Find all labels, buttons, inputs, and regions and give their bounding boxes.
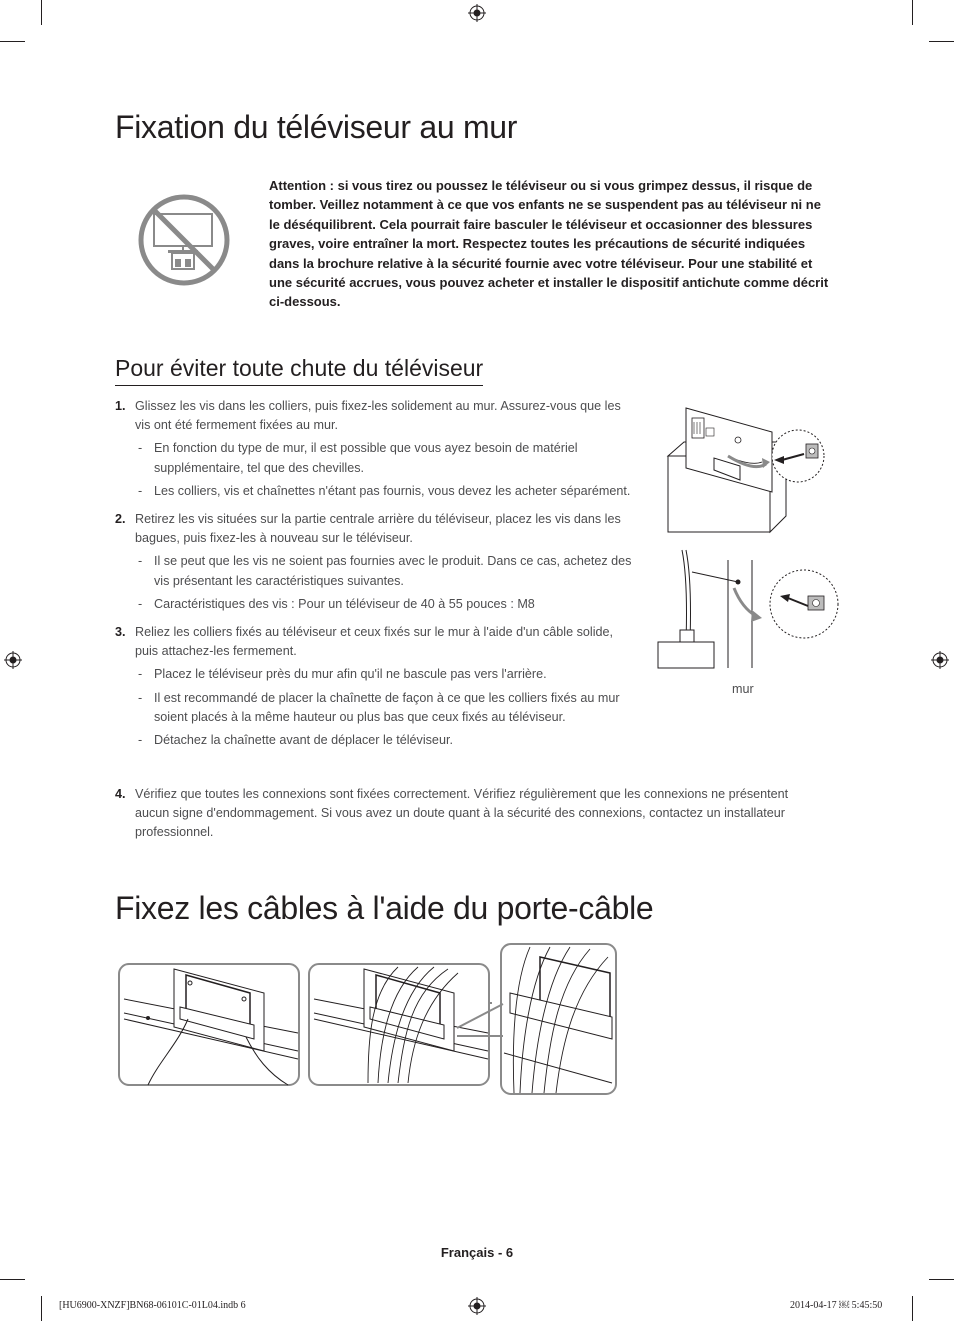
registration-mark-icon [468,4,486,22]
sub-item-text: Il se peut que les vis ne soient pas fournies avec le produit. Dans ce cas, achetez des vis présentant les caractéristiques suivantes. [154,554,632,588]
print-slug-file: [HU6900-XNZF]BN68-06101C-01L04.indb 6 [59,1300,246,1311]
step-number: 4. [115,787,126,801]
sub-item-text: Il est recommandé de placer la chaînette de façon à ce que les colliers fixés au mur soient placés à la même hauteur ou plus bas que ceux fixés au téléviseur. [154,690,620,724]
registration-mark-icon [468,1297,486,1315]
section-title-wall-mount: Fixation du téléviseur au mur [115,109,518,145]
registration-mark-icon [931,651,949,669]
step-number: 1. [115,399,126,413]
tv-wall-side-illustration [656,546,846,676]
crop-mark [41,0,42,25]
crop-mark [41,1296,42,1321]
list-item [115,510,635,614]
sub-item-text: Les colliers, vis et chaînettes n'étant pas fournis, vous devez les acheter séparément. [154,483,631,498]
step-number: 3. [115,625,126,640]
step-text: Glissez les vis dans les colliers, puis fixez-les solidement au mur. Assurez-vous que les vis ont été fermement fixées au mur. [135,399,621,433]
tv-back-bracket-illustration [666,404,846,534]
registration-mark-icon [4,651,22,669]
sub-item-text: Caractéristiques des vis : Pour un téléviseur de 40 à 55 pouces : M8 [154,596,535,611]
section-title-anti-fall: Pour éviter toute chute du téléviseur [115,355,483,386]
crop-mark [929,1279,954,1280]
crop-mark [929,41,954,42]
sub-item: - Détachez la chaînette avant de déplacer le téléviseur. [138,733,453,748]
step-number: 2. [115,512,126,527]
cable-holder-illustration-zoom [500,943,618,1096]
crop-mark [912,1296,913,1321]
sub-item: - Les colliers, vis et chaînettes n'étant pas fournis, vous devez les acheter séparément. [138,483,631,498]
steps-list [115,397,635,759]
warning-paragraph: Attention : si vous tirez ou poussez le téléviseur ou si vous grimpez dessus, il risque de tomber. Veillez notamment à ce que vos enfants ne se suspendent pas au téléviseur ni ne le déséquilibrent. Cela pourrait faire basculer le téléviseur et occasionner des blessures graves, voire entraîner la mort. Respectez toutes les précautions de sécurité indiquées dans la brochure relative à la sécurité fournie avec votre téléviseur. Pour une stabilité et une sécurité accrues, vous pouvez acheter et installer le dispositif antichute comme décrit ci-dessous. [269,178,829,310]
section-title-cable-holder: Fixez les câbles à l'aide du porte-câble [115,890,654,926]
print-slug-timestamp: 2014-04-17 ￼ 5:45:50 [790,1300,883,1311]
list-item [115,397,635,501]
list-item [115,623,635,750]
crop-mark [912,0,913,25]
sub-item-text: En fonction du type de mur, il est possible que vous ayez besoin de matériel supplémentaire, tel que des chevilles. [154,441,578,475]
step-text: Vérifiez que toutes les connexions sont fixées correctement. Vérifiez régulièrement que les connexions ne présentent aucun signe d'endommagement. Si vous avez un doute quant à la sécurité des connexions, contactez un installateur professionnel. [135,787,789,840]
figure-label-wall: mur [732,682,754,696]
cable-holder-illustration-1 [118,963,302,1088]
page-number: Français - 6 [440,1245,514,1260]
crop-mark [0,1279,25,1280]
list-item [115,785,815,843]
sub-item: - Caractéristiques des vis : Pour un téléviseur de 40 à 55 pouces : M8 [138,596,535,611]
sub-item: - En fonction du type de mur, il est possible que vous ayez besoin de matériel supplémentaire, tel que des chevilles. [138,441,578,475]
no-climb-warning-icon [136,192,232,288]
sub-item: - Il se peut que les vis ne soient pas fournies avec le produit. Dans ce cas, achetez des vis présentant les caractéristiques suivantes. [138,554,632,588]
crop-mark [0,41,25,42]
zoom-connector [455,1000,505,1040]
step-text: Retirez les vis situées sur la partie centrale arrière du téléviseur, placez les vis dans les bagues, puis fixez-les à nouveau sur le téléviseur. [135,512,621,546]
sub-item-text: Détachez la chaînette avant de déplacer le téléviseur. [154,733,453,748]
sub-item-text: Placez le téléviseur près du mur afin qu'il ne bascule pas vers l'arrière. [154,667,547,682]
sub-item: - Il est recommandé de placer la chaînette de façon à ce que les colliers fixés au mur soient placés à la même hauteur ou plus bas que ceux fixés au téléviseur. [138,690,620,724]
sub-item: - Placez le téléviseur près du mur afin qu'il ne bascule pas vers l'arrière. [138,667,547,682]
step-text: Reliez les colliers fixés au téléviseur et ceux fixés sur le mur à l'aide d'un câble solide, puis attachez-les fermement. [135,625,613,659]
